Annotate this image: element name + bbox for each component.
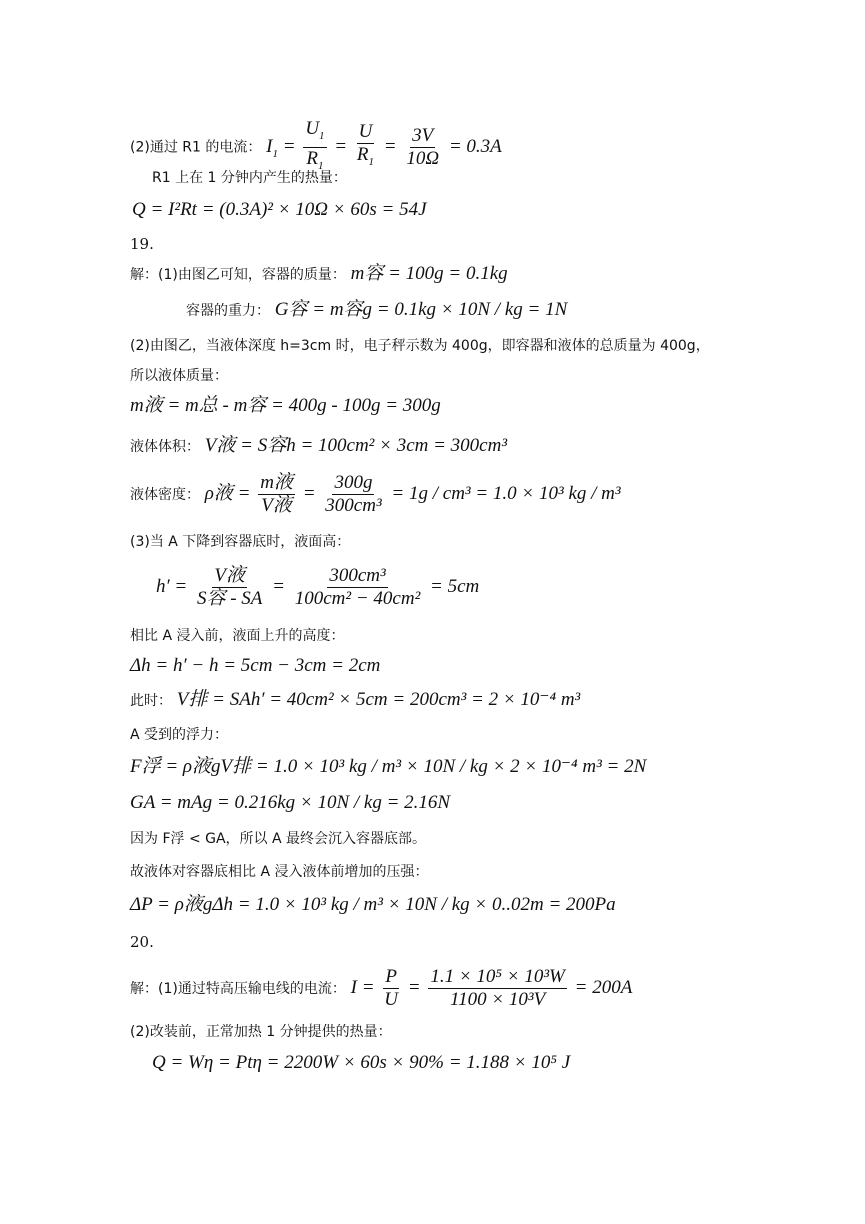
q19-number: 19. [130,235,154,253]
q19-because-text: 因为 F浮 < GA，所以 A 最终会沉入容器底部。 [130,831,427,847]
q20-heat-equation: Q = Wη = Ptη = 2200W × 60s × 90% = 1.188 × 10⁵ J [152,1052,571,1073]
fraction-v-s [195,565,264,610]
frac-num: 1.1 × 10⁵ × 10³W [430,966,565,987]
q19-part3-label: (3)当 A 下降到容器底时，液面高： [130,534,351,550]
frac-den: 300cm³ [325,495,382,516]
eq-result: = 5cm [430,575,480,597]
frac-den: S容 - SA [196,588,263,609]
q18-heat-equation: Q = I²Rt = (0.3A)² × 10Ω × 60s = 54J [132,199,427,220]
q18-current-label: (2)通过 R1 的电流： [130,139,262,156]
fraction-m-v [258,472,295,517]
q19-weight-line [186,300,567,321]
q19-density-label: 液体密度： [130,486,200,503]
q20-current-equation: I = $\frac{P}{U}$ = $\frac{\text{1.1 × 10⁵ × 10³W}}{\text{1100 × 10³V}}$ = 200A [350,966,633,1010]
q19-part2-text-2: 所以液体质量： [130,368,228,384]
frac-den: 1100 × 10³V [450,989,546,1010]
q19-weight-equation: G容 = m容g = 0.1kg × 10N / kg = 1N [274,299,568,320]
q19-buoyancy-equation: F浮 = ρ液gV排 = 1.0 × 10³ kg / m³ × 10N / kg × 2 × 10⁻⁴ m³ = 2N [130,756,647,777]
frac-den: U [384,989,399,1010]
q19-density-equation: ρ液 = $\frac{\text{m液}}{\text{V液}}$ = $\frac{300g}{\text{300cm³}}$ = 1g / cm³ = 1.0 × 10³ kg / m³ [204,472,621,516]
frac-den: R [356,144,369,166]
q19-pressure-equation: ΔP = ρ液gΔh = 1.0 × 10³ kg / m³ × 10N / kg × 0..02m = 200Pa [130,894,616,915]
q19-weight-a-equation: GA = mAg = 0.216kg × 10N / kg = 2.16N [130,792,451,813]
fraction-300g-300cm3 [323,472,383,517]
eq-lhs: ρ液 = [204,482,251,504]
q19-mass-line [130,264,508,285]
frac-den: 100cm² − 40cm² [294,588,421,609]
q19-part2-text-1: (2)由图乙，当液体深度 h=3cm 时，电子秤示数为 400g，即容器和液体的总质量为 400g， [130,338,710,354]
q19-density-line [130,472,621,517]
q19-displaced-label: 此时： [130,693,172,709]
frac-den: 10Ω [406,147,440,169]
q19-rise-label: 相比 A 浸入前，液面上升的高度： [130,628,345,644]
eq-result: = 200A [574,976,633,998]
frac-num: U [358,121,373,143]
frac-num: 3V [412,124,434,146]
frac-num: P [385,966,397,987]
q19-liquid-mass-equation: m液 = m总 - m容 = 400g - 100g = 300g [130,395,441,416]
q19-pressure-label: 故液体对容器底相比 A 浸入液体前增加的压强： [130,864,429,880]
q19-volume-equation: V液 = S容h = 100cm² × 3cm = 300cm³ [204,435,508,456]
q19-volume-line [130,436,507,457]
fraction-3v-10ohm [404,125,441,170]
fraction-p-u [382,966,400,1011]
frac-num: 300cm³ [329,565,386,586]
eq-subscript: 1 [272,147,278,160]
q19-weight-label: 容器的重力： [186,303,270,319]
q20-number: 20. [130,933,154,951]
frac-num: V液 [214,565,245,586]
fraction-power-voltage [428,966,567,1011]
frac-num: m液 [260,472,293,493]
q19-volume-label: 液体体积： [130,439,200,455]
q18-heat-label: R1 上在 1 分钟内产生的热量： [152,170,347,186]
fraction-300-60 [293,565,423,610]
q19-mass-equation: m容 = 100g = 0.1kg [350,263,508,284]
frac-num: U [305,118,320,139]
frac-den: V液 [261,495,292,516]
q19-buoyancy-label: A 受到的浮力： [130,727,229,743]
q20-current-label: 解：(1)通过特高压输电线的电流： [130,980,346,997]
q18-current-equation: $I_1$ = $\frac{U_1}{R_1}$ = $\frac{U}{R_1}$ = $\frac{3V}{10\Omega}$ = 0.3A [266,136,502,157]
eq-lhs: h′ = [156,575,188,597]
eq-result: = 0.3A [448,135,502,157]
q19-displaced-line [130,690,580,711]
q19-displaced-equation: V排 = SAh′ = 40cm² × 5cm = 200cm³ = 2 × 10⁻⁴ m³ [176,689,581,710]
q19-rise-equation: Δh = h′ − h = 5cm − 3cm = 2cm [130,655,381,676]
eq-symbol: I [266,135,273,157]
q20-current-line [130,966,632,1011]
frac-num: 300g [334,472,373,493]
fraction-u-r1 [355,121,376,173]
frac-den: R [306,147,318,169]
frac-num-sub: 1 [319,129,325,142]
q20-part2-label: (2)改装前，正常加热 1 分钟提供的热量： [130,1024,392,1040]
eq-lhs: I = [350,976,375,998]
q19-height-equation: h′ = $\frac{\text{V液}}{\text{S容 - SA}}$ = $\frac{\text{300cm³}}{\text{100cm² − 40cm²}}$ = 5cm [156,565,480,609]
q19-mass-label: 解：(1)由图乙可知，容器的质量： [130,267,346,283]
frac-den-sub: 1 [317,159,324,172]
eq-result: = 1g / cm³ = 1.0 × 10³ kg / m³ [391,482,621,504]
frac-den-sub: 1 [368,156,374,169]
